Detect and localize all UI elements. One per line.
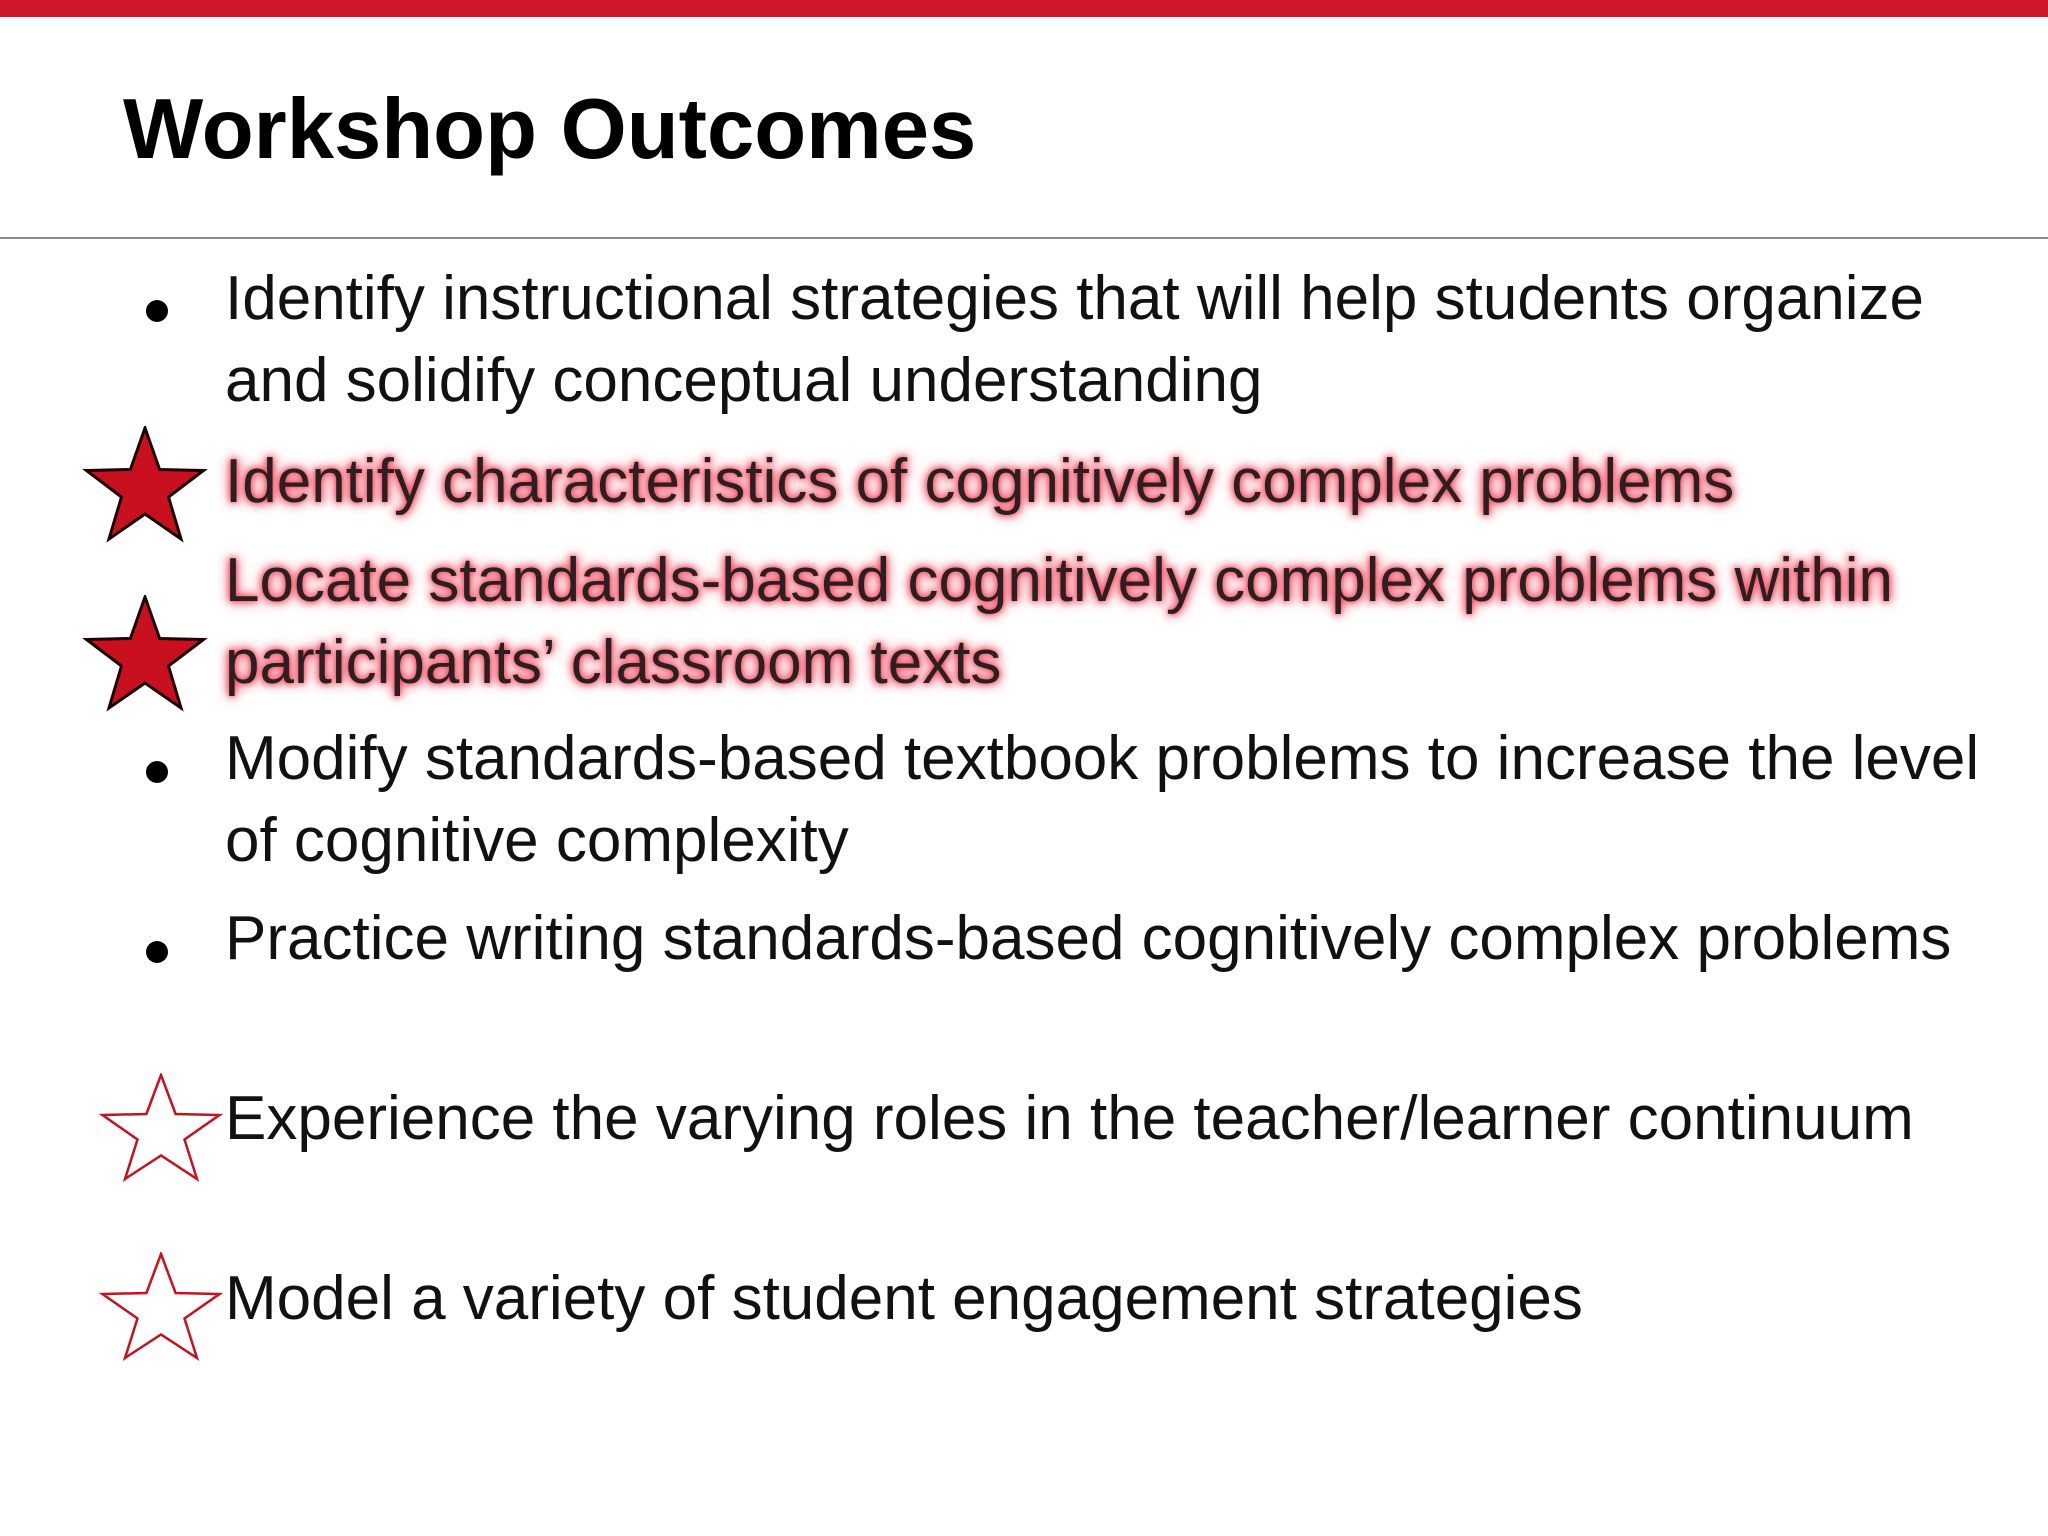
bullet-icon: [146, 300, 168, 322]
outcome-item: [0, 1078, 2048, 1242]
outcome-item: [0, 718, 2048, 882]
outline-star-icon: [98, 1073, 224, 1185]
outcome-item: [0, 540, 2048, 704]
slide-title: Workshop Outcomes: [123, 82, 977, 177]
outline-star-icon: [98, 1252, 224, 1364]
outcome-text: Identify characteristics of cognitively complex problems: [225, 447, 1735, 516]
outcome-item: [0, 898, 2048, 1062]
outcome-text: Practice writing standards-based cognitively complex problems: [225, 904, 1952, 973]
title-divider: [0, 237, 2048, 239]
outcome-text: Experience the varying roles in the teacher/learner continuum: [225, 1084, 1914, 1153]
outcome-text: Identify instructional strategies that will help students organize and solidify conceptual understanding: [225, 264, 1925, 415]
bullet-icon: [146, 941, 168, 963]
outcome-text: Model a variety of student engagement strategies: [225, 1264, 1583, 1333]
outcome-text: Modify standards-based textbook problems to increase the level of cognitive complexity: [225, 724, 1980, 875]
outcome-text: Locate standards-based cognitively complex problems within participants’ classroom texts: [225, 546, 1893, 697]
filled-star-icon: [82, 595, 208, 715]
outcome-item: [0, 258, 2048, 422]
outcome-item: [0, 1258, 2048, 1340]
filled-star-icon: [82, 426, 208, 546]
bullet-icon: [146, 761, 168, 783]
top-accent-bar: [0, 0, 2048, 17]
outcome-item: [0, 441, 2048, 523]
